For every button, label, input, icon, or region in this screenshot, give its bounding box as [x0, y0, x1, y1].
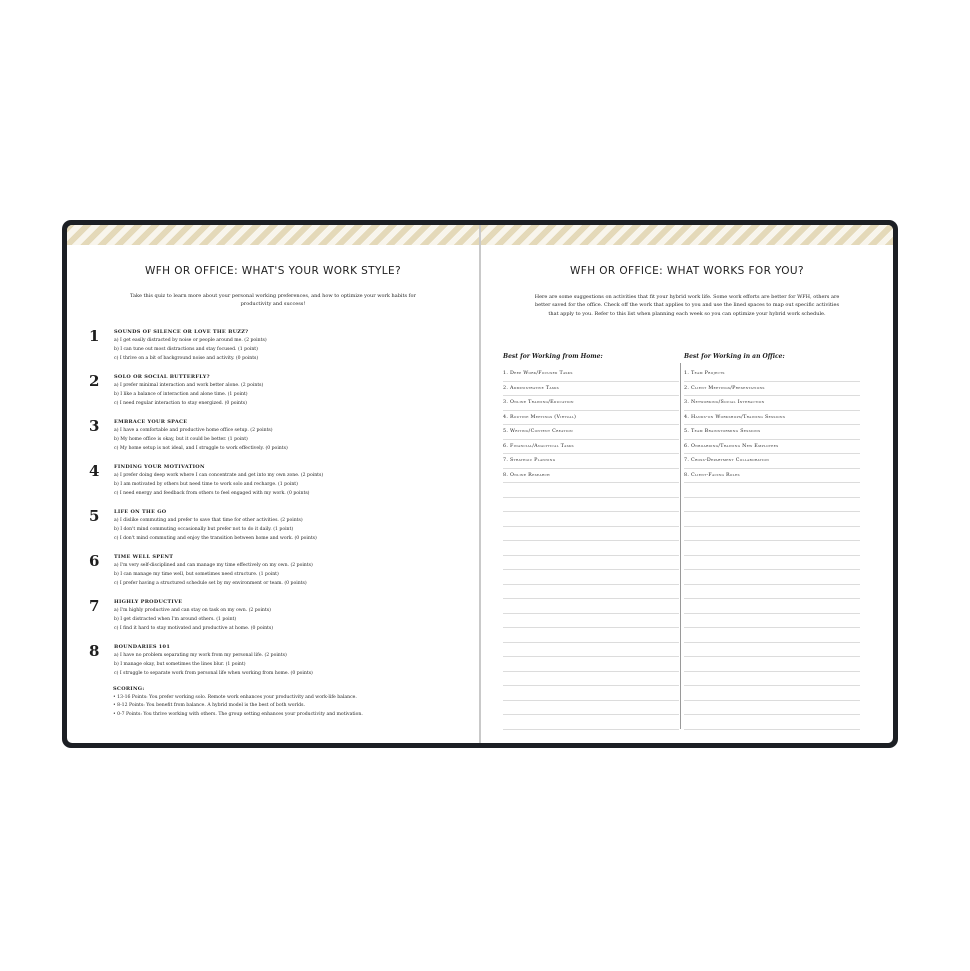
scoring-line: • 0-7 Points: You thrive working with others. The group setting enhances your productivity and motivation.	[113, 711, 363, 717]
answer-option: c) I struggle to separate work from personal life when working from home. (0 points)	[114, 671, 313, 676]
answer-option: a) I prefer minimal interaction and work better alone. (2 points)	[114, 383, 264, 388]
office-column	[684, 353, 860, 743]
blank-writing-line	[684, 570, 860, 585]
answer-option: c) I prefer having a structured schedule set by my environment or team. (0 points)	[114, 581, 307, 586]
answer-option: c) I thrive on a bit of background noise and activity. (0 points)	[114, 356, 259, 361]
blank-writing-line	[503, 527, 679, 542]
answer-option: a) I'm highly productive and can stay on task on my own. (2 points)	[114, 608, 271, 613]
blank-writing-line	[503, 556, 679, 571]
right-page	[481, 225, 893, 743]
home-activity-item: 1. Deep Work/Focused Tasks	[503, 367, 679, 382]
home-column-heading: Best for Working from Home:	[503, 353, 603, 360]
answer-option: b) I like a balance of interaction and alone time. (1 point)	[114, 392, 248, 397]
blank-writing-line	[503, 686, 679, 701]
office-column-heading: Best for Working in an Office:	[684, 353, 785, 360]
quiz-title: WFH OR OFFICE: WHAT'S YOUR WORK STYLE?	[144, 265, 402, 277]
blank-writing-line	[684, 715, 860, 730]
home-activity-item: 4. Routine Meetings (Virtual)	[503, 411, 679, 426]
answer-option: b) I manage okay, but sometimes the lines blur. (1 point)	[114, 662, 246, 667]
quiz-intro: Take this quiz to learn more about your personal working preferences, and how to optimize your work habits for productivity and success!	[130, 293, 416, 308]
answer-option: a) I get easily distracted by noise or people around me. (2 points)	[114, 338, 267, 343]
activities-title: WFH OR OFFICE: WHAT WORKS FOR YOU?	[570, 265, 804, 277]
answer-option: a) I have a comfortable and productive home office setup. (2 points)	[114, 428, 273, 433]
scoring-title: SCORING:	[113, 686, 145, 692]
blank-writing-line	[503, 643, 679, 658]
blank-writing-line	[684, 541, 860, 556]
blank-writing-line	[684, 730, 860, 744]
office-activity-item: 8. Client-Facing Roles	[684, 469, 860, 484]
planner-book	[62, 220, 898, 748]
answer-option: b) I can tune out most distractions and stay focused. (1 point)	[114, 347, 258, 352]
home-activity-item: 8. Online Research	[503, 469, 679, 484]
page-header-stripe	[481, 225, 893, 245]
question-number: 2	[89, 372, 100, 390]
blank-writing-line	[684, 599, 860, 614]
question-number: 7	[89, 597, 100, 615]
blank-writing-line	[684, 498, 860, 513]
question-title: EMBRACE YOUR SPACE	[114, 419, 188, 425]
answer-option: c) I find it hard to stay motivated and productive at home. (0 points)	[114, 626, 274, 631]
blank-writing-line	[684, 628, 860, 643]
scoring-section	[113, 685, 363, 719]
office-activity-item: 4. Hands-on Workshops/Training Sessions	[684, 411, 860, 426]
question-title: SOLO OR SOCIAL BUTTERFLY?	[114, 374, 210, 380]
question-title: BOUNDARIES 101	[114, 644, 171, 650]
scoring-line: • 8-12 Points: You benefit from balance. A hybrid model is the best of both worlds.	[113, 703, 305, 709]
blank-writing-line	[684, 643, 860, 658]
blank-writing-line	[684, 585, 860, 600]
office-activity-item: 3. Networking/Social Interaction	[684, 396, 860, 411]
answer-option: c) I need regular interaction to stay energized. (0 points)	[114, 401, 247, 406]
answer-option: a) I have no problem separating my work from my personal life. (2 points)	[114, 653, 287, 658]
blank-writing-line	[503, 614, 679, 629]
blank-writing-line	[503, 730, 679, 744]
question-number: 8	[89, 642, 100, 660]
question-number: 3	[89, 417, 100, 435]
answer-option: c) My home setup is not ideal, and I struggle to work effectively. (0 points)	[114, 446, 288, 451]
question-title: LIFE ON THE GO	[114, 509, 167, 515]
column-divider	[680, 363, 681, 729]
blank-writing-line	[503, 498, 679, 513]
blank-writing-line	[503, 483, 679, 498]
blank-writing-line	[684, 527, 860, 542]
blank-writing-line	[684, 483, 860, 498]
office-activity-item: 2. Client Meetings/Presentations	[684, 382, 860, 397]
answer-option: b) I am motivated by others but need time to work solo and recharge. (1 point)	[114, 482, 298, 487]
answer-option: b) I can manage my time well, but sometimes need structure. (1 point)	[114, 572, 279, 577]
left-page	[67, 225, 479, 743]
home-activity-item: 2. Administrative Tasks	[503, 382, 679, 397]
blank-writing-line	[503, 628, 679, 643]
question-title: HIGHLY PRODUCTIVE	[114, 599, 183, 605]
answer-option: c) I don't mind commuting and enjoy the transition between home and work. (0 points)	[114, 536, 317, 541]
blank-writing-line	[684, 512, 860, 527]
office-activity-item: 6. Onboarding/Training New Employees	[684, 440, 860, 455]
blank-writing-line	[503, 570, 679, 585]
office-activity-item: 1. Team Projects	[684, 367, 860, 382]
answer-option: a) I'm very self-disciplined and can manage my time effectively on my own. (2 points)	[114, 563, 313, 568]
question-number: 4	[89, 462, 100, 480]
question-title: TIME WELL SPENT	[114, 554, 174, 560]
home-activity-item: 6. Financial/Analytical Tasks	[503, 440, 679, 455]
office-activity-item: 7. Cross-Department Collaboration	[684, 454, 860, 469]
home-column	[503, 353, 679, 743]
home-activity-item: 7. Strategic Planning	[503, 454, 679, 469]
blank-writing-line	[684, 657, 860, 672]
answer-option: b) I don't mind commuting occasionally but prefer not to do it daily. (1 point)	[114, 527, 294, 532]
question-title: FINDING YOUR MOTIVATION	[114, 464, 205, 470]
question-title: SOUNDS OF SILENCE OR LOVE THE BUZZ?	[114, 329, 249, 335]
blank-writing-line	[503, 701, 679, 716]
question-number: 1	[89, 327, 100, 345]
blank-writing-line	[503, 657, 679, 672]
answer-option: b) My home office is okay, but it could be better. (1 point)	[114, 437, 248, 442]
office-activity-item: 5. Team Brainstorming Sessions	[684, 425, 860, 440]
answer-option: b) I get distracted when I'm around others. (1 point)	[114, 617, 237, 622]
question-number: 6	[89, 552, 100, 570]
blank-writing-line	[503, 585, 679, 600]
activities-intro: Here are some suggestions on activities that fit your hybrid work life. Some work efforts are better for WFH, others are better saved for the office. Check off the work that applies to you and use the lined spaces to map out specific activities that apply to you. Refer to this list when planning each week so you can optimize your hybrid work schedule.	[534, 294, 840, 317]
blank-writing-line	[503, 672, 679, 687]
answer-option: a) I dislike commuting and prefer to save that time for other activities. (2 points)	[114, 518, 303, 523]
blank-writing-line	[684, 614, 860, 629]
home-activity-item: 3. Online Training/Education	[503, 396, 679, 411]
blank-writing-line	[684, 556, 860, 571]
blank-writing-line	[503, 512, 679, 527]
blank-writing-line	[684, 686, 860, 701]
answer-option: a) I prefer doing deep work where I can concentrate and get into my own zone. (2 points)	[114, 473, 324, 478]
question-number: 5	[89, 507, 100, 525]
answer-option: c) I need energy and feedback from others to feel engaged with my work. (0 points)	[114, 491, 310, 496]
blank-writing-line	[503, 599, 679, 614]
blank-writing-line	[684, 672, 860, 687]
blank-writing-line	[503, 715, 679, 730]
blank-writing-line	[684, 701, 860, 716]
scoring-line: • 13-16 Points: You prefer working solo. Remote work enhances your productivity and work-life balance.	[113, 694, 357, 700]
blank-writing-line	[503, 541, 679, 556]
page-header-stripe	[67, 225, 479, 245]
home-activity-item: 5. Writing/Content Creation	[503, 425, 679, 440]
